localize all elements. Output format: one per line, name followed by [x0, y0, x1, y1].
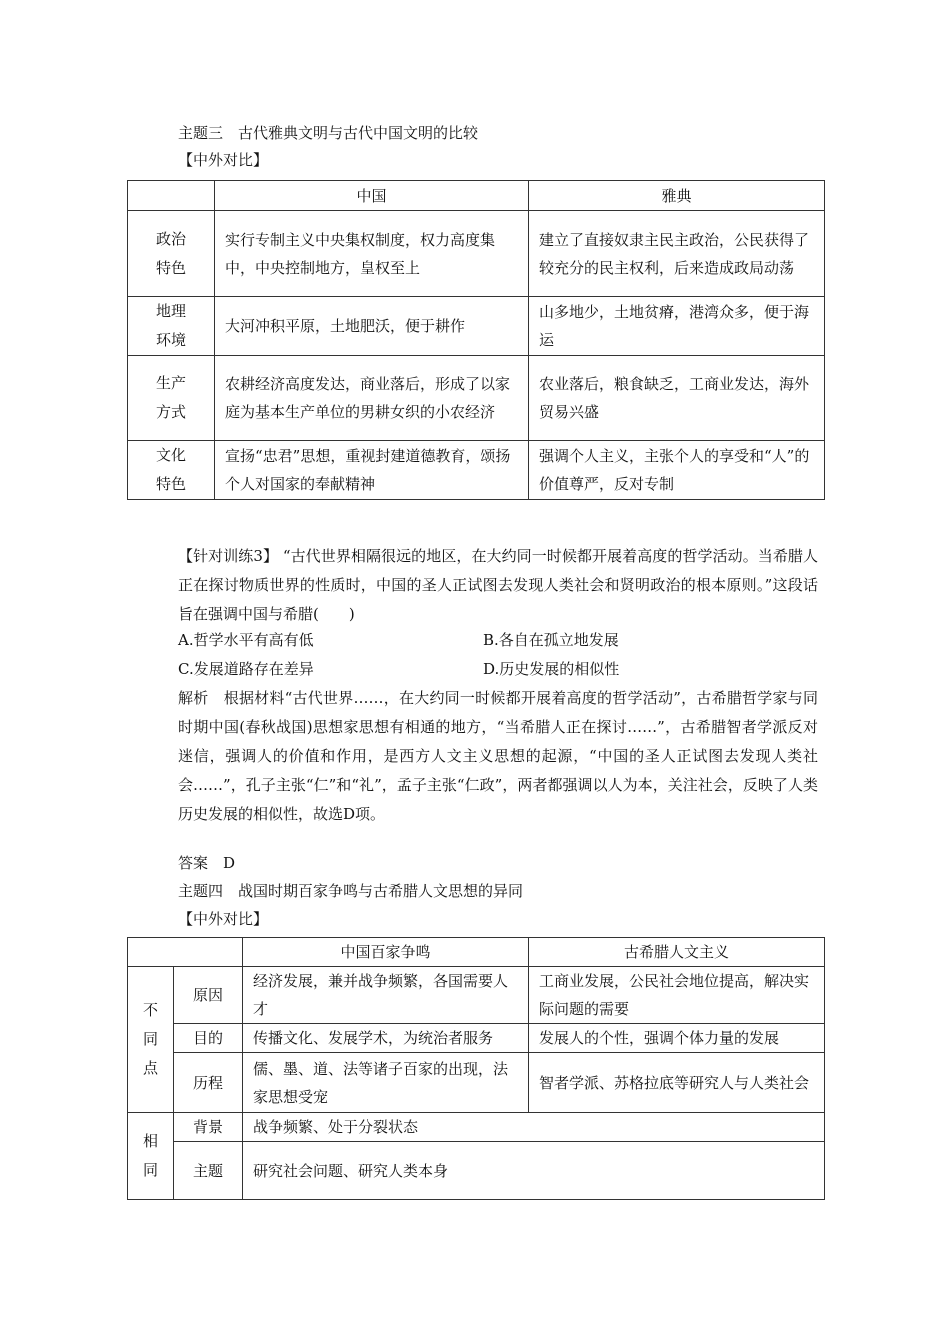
option-b: B.各自在孤立地发展: [483, 631, 619, 649]
analysis-text: 解析 根据材料“古代世界……，在大约同一时候都开展着高度的哲学活动”，古希腊哲学家与同时期中国(春秋战国)思想家思想有相通的地方，“当希腊人正在探讨……”，古希腊智者学派反对迷信，强调人的价值和作用，是西方人文主义思想的起源，“中国的圣人正试图去发现人类社会……”，孔子主张“仁”和“礼”，孟子主张“仁政”，两者都强调以人为本，关注社会，反映了人类历史发展的相似性，故选D项。: [178, 689, 818, 823]
table-row: [128, 1053, 825, 1113]
table-row: [128, 967, 825, 1024]
cell-greece: 智者学派、苏格拉底等研究人与人类社会: [529, 1053, 825, 1113]
row-label: 生产方式: [128, 356, 215, 441]
cell-china: 宣扬“忠君”思想，重视封建道德教育，颂扬个人对国家的奉献精神: [215, 441, 529, 500]
row-label: 历程: [174, 1053, 243, 1113]
option-d: D.历史发展的相似性: [483, 660, 620, 678]
table-row: [128, 356, 825, 441]
cell-china: 大河冲积平原，土地肥沃，便于耕作: [215, 297, 529, 356]
table-row: [128, 1113, 825, 1142]
table-row: [128, 1024, 825, 1053]
comparison-table-china-athens: [127, 180, 825, 500]
cell-athens: 山多地少，土地贫瘠，港湾众多，便于海运: [529, 297, 825, 356]
cell-greece: 工商业发展，公民社会地位提高，解决实际问题的需要: [529, 967, 825, 1024]
cell-greece: 发展人的个性，强调个体力量的发展: [529, 1024, 825, 1053]
cell-china: 农耕经济高度发达，商业落后，形成了以家庭为基本生产单位的男耕女织的小农经济: [215, 356, 529, 441]
theme4-subtitle: 【中外对比】: [178, 910, 269, 928]
answer-line: 答案 D: [178, 854, 236, 872]
row-label: 目的: [174, 1024, 243, 1053]
table-row: [128, 297, 825, 356]
cell-common: 研究社会问题、研究人类本身: [243, 1142, 825, 1200]
row-label: 地理环境: [128, 297, 215, 356]
cell-common: 战争频繁、处于分裂状态: [243, 1113, 825, 1142]
table-header-empty: [128, 938, 243, 967]
same-label: 相同: [128, 1113, 174, 1200]
cell-china: 传播文化、发展学术，为统治者服务: [243, 1024, 529, 1053]
theme3-subtitle: 【中外对比】: [178, 151, 269, 169]
exercise-question: 【针对训练3】 “古代世界相隔很远的地区，在大约同一时候都开展着高度的哲学活动。当希腊人正在探讨物质世界的性质时，中国的圣人正试图去发现人类社会和贤明政治的根本原则。”这段话旨在强调中国与希腊( ): [178, 547, 818, 623]
comparison-table-schools-humanism: [127, 937, 825, 1200]
row-label: 政治特色: [128, 211, 215, 297]
cell-china: 经济发展，兼并战争频繁，各国需要人才: [243, 967, 529, 1024]
option-a: A.哲学水平有高有低: [178, 631, 314, 649]
theme4-title: 主题四 战国时期百家争鸣与古希腊人文思想的异同: [178, 882, 524, 900]
table-row: [128, 211, 825, 297]
table-header-athens: 雅典: [529, 181, 825, 211]
table-row: [128, 1142, 825, 1200]
table-header-china: 中国百家争鸣: [243, 938, 529, 967]
table-header-empty: [128, 181, 215, 211]
table-header-greece: 古希腊人文主义: [529, 938, 825, 967]
theme3-title: 主题三 古代雅典文明与古代中国文明的比较: [178, 124, 479, 142]
table-header-china: 中国: [215, 181, 529, 211]
row-label: 文化特色: [128, 441, 215, 500]
diff-label: 不同点: [128, 967, 174, 1113]
row-label: 主题: [174, 1142, 243, 1200]
table-row: [128, 441, 825, 500]
cell-china: 实行专制主义中央集权制度，权力高度集中，中央控制地方，皇权至上: [215, 211, 529, 297]
cell-china: 儒、墨、道、法等诸子百家的出现，法家思想受宠: [243, 1053, 529, 1113]
cell-athens: 强调个人主义，主张个人的享受和“人”的价值尊严，反对专制: [529, 441, 825, 500]
cell-athens: 建立了直接奴隶主民主政治，公民获得了较充分的民主权利，后来造成政局动荡: [529, 211, 825, 297]
cell-athens: 农业落后，粮食缺乏，工商业发达，海外贸易兴盛: [529, 356, 825, 441]
row-label: 背景: [174, 1113, 243, 1142]
option-c: C.发展道路存在差异: [178, 660, 314, 678]
row-label: 原因: [174, 967, 243, 1024]
